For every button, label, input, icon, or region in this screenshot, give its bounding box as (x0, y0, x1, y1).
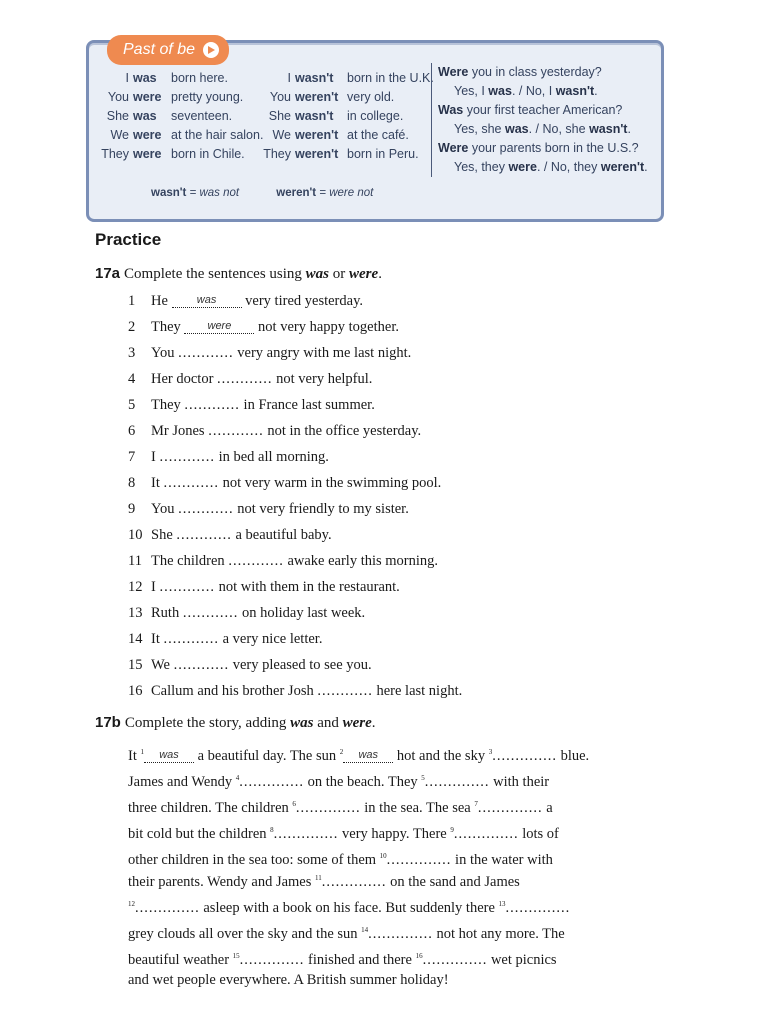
answer-text: . (644, 160, 648, 174)
question-verb: Was (438, 103, 464, 117)
answer-verb: was (488, 84, 512, 98)
story-text: their parents. Wendy and James (128, 874, 316, 890)
item-text-after: not very warm in the swimming pool. (218, 475, 442, 491)
blank-15[interactable]: .............. (239, 952, 305, 968)
answer-text: Yes, they (454, 160, 509, 174)
item-text-after: very pleased to see you. (229, 657, 372, 673)
negative-column (259, 69, 434, 164)
blank-11[interactable]: .............. (321, 874, 387, 890)
item-text-before: Mr Jones (151, 423, 209, 439)
subject: We (272, 128, 291, 142)
example-rest: pretty young. (171, 90, 244, 104)
exercise-item (128, 446, 462, 472)
example-rest: born in Chile. (171, 147, 245, 161)
verb: were (133, 90, 162, 104)
exercise-item (128, 602, 462, 628)
item-text-after: in France last summer. (239, 397, 375, 413)
keyword: were (349, 266, 379, 282)
blank-6[interactable]: .............. (295, 800, 361, 816)
item-text-after: not very helpful. (272, 371, 373, 387)
answer-text: . (627, 122, 631, 136)
item-number: 10 (128, 527, 143, 543)
answer-text: . / No, they (536, 160, 601, 174)
answer-blank[interactable]: ............ (159, 449, 215, 465)
example-rest: in college. (347, 109, 404, 123)
answer-blank[interactable]: was (172, 293, 242, 308)
subject: They (263, 147, 291, 161)
affirmative-column (99, 69, 263, 164)
story-text: bit cold but the children (128, 826, 271, 842)
blank-16[interactable]: .............. (422, 952, 488, 968)
item-text-after: not very happy together. (254, 319, 399, 335)
story-text: hot and the sky (393, 748, 489, 764)
answer-blank[interactable]: ............ (182, 605, 239, 621)
exercise-17a-instruction (95, 265, 382, 283)
answer-text: Yes, she (454, 122, 505, 136)
exercise-item (128, 628, 462, 654)
answer-blank[interactable]: ............ (178, 501, 234, 517)
item-text-before: They (151, 319, 185, 335)
blank-12[interactable]: .............. (135, 900, 200, 916)
item-number: 14 (128, 631, 143, 647)
story-line: It $^1$ was a beautiful day. The sun $^2$ was hot and the sky $^3$.............. blue. (128, 748, 590, 764)
story-text: asleep with a book on his face. But suddenly there (199, 900, 499, 916)
subject: You (269, 90, 291, 104)
exercise-number: 17b (95, 714, 121, 731)
story-text: on the sand and James (386, 874, 520, 890)
negative-row (259, 145, 434, 164)
story-line (128, 967, 673, 993)
answer-blank[interactable]: ............ (159, 579, 215, 595)
exercise-item (128, 498, 462, 524)
item-number: 13 (128, 605, 143, 621)
exercise-item (128, 524, 462, 550)
item-text-after: not with them in the restaurant. (214, 579, 400, 595)
negative-row (259, 88, 434, 107)
item-text-before: She (151, 527, 177, 543)
grammar-box-header (107, 35, 229, 65)
exercise-item (128, 576, 462, 602)
subject: You (107, 90, 129, 104)
subject: She (268, 109, 291, 123)
item-number: 9 (128, 501, 136, 517)
example-rest: born in the U.K. (347, 71, 434, 85)
story-text: very happy. There (338, 826, 451, 842)
story-text: on the beach. They (303, 774, 422, 790)
affirmative-row (99, 88, 263, 107)
instruction-text: Complete the sentences using (124, 266, 306, 282)
subject: We (110, 128, 129, 142)
example-rest: born here. (171, 71, 228, 85)
answer-text: . / No, I (511, 84, 556, 98)
story-text: a beautiful day. The sun (193, 748, 340, 764)
item-text-after: a beautiful baby. (231, 527, 332, 543)
story-text: grey clouds all over the sky and the sun (128, 926, 362, 942)
item-text-before: I (151, 579, 160, 595)
item-text-before: You (151, 501, 179, 517)
blank-7[interactable]: .............. (477, 800, 543, 816)
answer-text: Yes, I (454, 84, 489, 98)
answer-text: . (594, 84, 598, 98)
exercise-item (128, 472, 462, 498)
answer-blank[interactable]: ............ (217, 371, 273, 387)
instruction-text: and (313, 715, 343, 731)
story-text: and wet people everywhere. A British summer holiday! (128, 972, 449, 988)
exercise-item (128, 550, 462, 576)
contractions-note (151, 187, 407, 199)
story-line: beautiful weather $^{15}$.............. finished and there $^{16}$.............. wet picnics (128, 952, 557, 968)
short-answer-row (438, 120, 648, 139)
item-text-after: not very friendly to my sister. (233, 501, 409, 517)
item-number: 4 (128, 371, 136, 387)
verb: weren't (295, 128, 339, 142)
answer-blank[interactable]: ............ (184, 397, 240, 413)
play-audio-icon[interactable] (203, 42, 219, 58)
story-text: other children in the sea too: some of them (128, 852, 380, 868)
keyword: was (290, 715, 314, 731)
subject: They (101, 147, 129, 161)
question-column (431, 63, 648, 177)
item-number: 7 (128, 449, 136, 465)
blank-3[interactable]: .............. (492, 748, 557, 764)
item-text-before: It (151, 631, 164, 647)
short-answer-row (438, 82, 648, 101)
item-text-after: very tired yesterday. (241, 293, 363, 309)
contraction-werent (276, 187, 373, 199)
story-text: not hot any more. The (432, 926, 565, 942)
exercise-17b-instruction (95, 714, 376, 732)
blank-1[interactable]: was (144, 748, 194, 763)
contraction-short: wasn't (151, 187, 187, 199)
answer-verb: wasn't (555, 84, 595, 98)
example-rest: at the café. (347, 128, 409, 142)
answer-verb: were (508, 160, 537, 174)
question-rest: your parents born in the U.S.? (471, 141, 639, 155)
question-row (438, 63, 648, 82)
blank-9[interactable]: .............. (453, 826, 519, 842)
question-row (438, 101, 648, 120)
negative-row (259, 107, 434, 126)
example-rest: seventeen. (171, 109, 233, 123)
affirmative-row (99, 69, 263, 88)
answer-verb: weren't (600, 160, 645, 174)
item-text-after: a very nice letter. (218, 631, 323, 647)
item-number: 8 (128, 475, 136, 491)
answer-blank[interactable]: ............ (163, 475, 219, 491)
story-text: three children. The children (128, 800, 293, 816)
negative-row (259, 126, 434, 145)
answer-blank[interactable]: ............ (228, 553, 284, 569)
item-text-before: I (151, 449, 160, 465)
exercise-17a-list (128, 290, 462, 706)
example-rest: at the hair salon. (171, 128, 264, 142)
affirmative-row (99, 107, 263, 126)
item-text-before: It (151, 475, 164, 491)
story-text: lots of (518, 826, 559, 842)
answer-blank[interactable]: ............ (173, 657, 230, 673)
story-line: three children. The children $^6$.............. in the sea. The sea $^7$.............. a (128, 800, 553, 816)
item-text-before: He (151, 293, 172, 309)
question-row (438, 139, 648, 158)
keyword: were (342, 715, 372, 731)
item-number: 16 (128, 683, 143, 699)
contraction-short: weren't (276, 187, 317, 199)
verb: was (133, 109, 157, 123)
item-text-after: in bed all morning. (214, 449, 329, 465)
negative-row (259, 69, 434, 88)
story-text: blue. (556, 748, 590, 764)
blank-10[interactable]: .............. (386, 852, 452, 868)
affirmative-row (99, 126, 263, 145)
story-text: in the water with (451, 852, 553, 868)
story-text: beautiful weather (128, 952, 233, 968)
item-number: 3 (128, 345, 136, 361)
exercise-item (128, 290, 462, 316)
exercise-item (128, 680, 462, 706)
item-text-before: Her doctor (151, 371, 218, 387)
item-text-before: Callum and his brother Josh (151, 683, 318, 699)
exercise-item (128, 654, 462, 680)
subject: I (287, 71, 291, 85)
grammar-box-title: Past of be (123, 41, 196, 58)
answer-verb: was (504, 122, 529, 136)
item-text-before: Ruth (151, 605, 183, 621)
exercise-item (128, 368, 462, 394)
answer-blank[interactable]: ............ (317, 683, 373, 699)
story-line: $^{12}$.............. asleep with a book on his face. But suddenly there $^{13}$.............. (128, 900, 571, 916)
item-number: 15 (128, 657, 143, 673)
story-line: other children in the sea too: some of them $^{10}$.............. in the water with (128, 852, 553, 868)
item-text-before: They (151, 397, 185, 413)
item-number: 5 (128, 397, 136, 413)
blank-4[interactable]: .............. (239, 774, 304, 790)
question-verb: Were (438, 65, 469, 79)
item-number: 12 (128, 579, 143, 595)
answer-blank[interactable]: ............ (178, 345, 234, 361)
story-text: It (128, 748, 141, 764)
item-number: 2 (128, 319, 136, 335)
contraction-long: = were not (319, 187, 374, 199)
verb: weren't (295, 90, 339, 104)
example-rest: born in Peru. (347, 147, 419, 161)
item-number: 6 (128, 423, 136, 439)
item-text-after: very angry with me last night. (233, 345, 412, 361)
question-rest: you in class yesterday? (471, 65, 602, 79)
story-text: finished and there (304, 952, 416, 968)
blank-8[interactable]: .............. (273, 826, 339, 842)
verb: was (133, 71, 157, 85)
story-text: a (542, 800, 553, 816)
instruction-text: Complete the story, adding (124, 715, 291, 731)
instruction-text: or (329, 266, 350, 282)
item-number: 11 (128, 553, 142, 569)
instruction-text: . (378, 266, 382, 282)
contraction-wasnt (151, 187, 239, 199)
story-text: James and Wendy (128, 774, 236, 790)
story-text: in the sea. The sea (360, 800, 475, 816)
story-line: James and Wendy $^4$.............. on the beach. They $^5$.............. with their (128, 774, 550, 790)
verb: weren't (295, 147, 339, 161)
practice-title: Practice (95, 230, 162, 249)
item-text-before: We (151, 657, 174, 673)
subject: She (106, 109, 129, 123)
question-rest: your first teacher American? (466, 103, 623, 117)
answer-verb: wasn't (589, 122, 628, 136)
item-number: 1 (128, 293, 136, 309)
blank-5[interactable]: .............. (424, 774, 490, 790)
item-text-after: on holiday last week. (238, 605, 366, 621)
blank-2[interactable]: was (343, 748, 393, 763)
exercise-17b-story (128, 739, 673, 993)
item-text-before: The children (151, 553, 229, 569)
item-text-after: here last night. (372, 683, 463, 699)
verb: were (133, 147, 162, 161)
instruction-text: . (371, 715, 376, 731)
answer-blank[interactable]: ............ (163, 631, 219, 647)
exercise-item (128, 342, 462, 368)
story-text: wet picnics (487, 952, 557, 968)
blank-13[interactable]: .............. (505, 900, 571, 916)
story-text: with their (489, 774, 550, 790)
contraction-long: = was not (189, 187, 240, 199)
item-text-after: not in the office yesterday. (263, 423, 422, 439)
question-verb: Were (438, 141, 469, 155)
exercise-item (128, 316, 462, 342)
verb: wasn't (295, 109, 334, 123)
exercise-item (128, 394, 462, 420)
answer-text: . / No, she (528, 122, 590, 136)
story-line: their parents. Wendy and James $^{11}$.............. on the sand and James (128, 874, 520, 890)
subject: I (125, 71, 129, 85)
verb: wasn't (295, 71, 334, 85)
verb: were (133, 128, 162, 142)
keyword: was (305, 266, 330, 282)
item-text-after: awake early this morning. (283, 553, 439, 569)
answer-blank[interactable]: were (184, 319, 254, 334)
answer-blank[interactable]: ............ (176, 527, 232, 543)
item-text-before: You (151, 345, 179, 361)
grammar-box (86, 40, 664, 222)
example-rest: very old. (347, 90, 395, 104)
affirmative-row (99, 145, 263, 164)
story-line: bit cold but the children $^8$.............. very happy. There $^9$.............. lots of (128, 826, 559, 842)
blank-14[interactable]: .............. (368, 926, 433, 942)
short-answer-row (438, 158, 648, 177)
exercise-item (128, 420, 462, 446)
story-line: grey clouds all over the sky and the sun $^{14}$.............. not hot any more. The (128, 926, 565, 942)
exercise-number: 17a (95, 265, 121, 282)
answer-blank[interactable]: ............ (208, 423, 264, 439)
